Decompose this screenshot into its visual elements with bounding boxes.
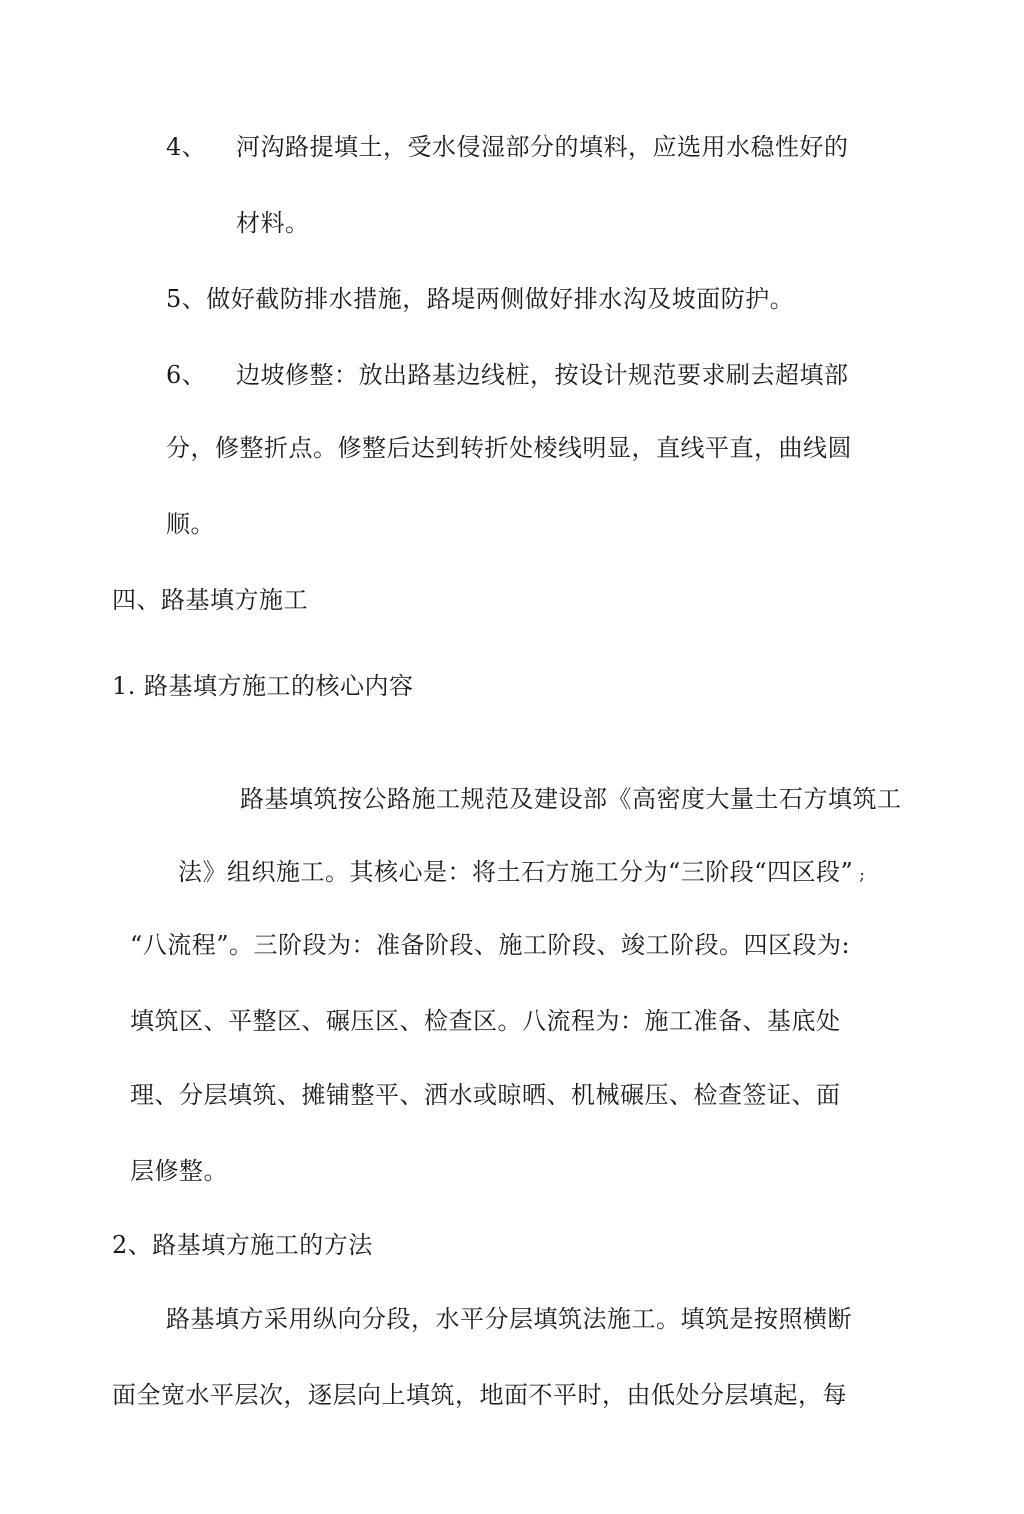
subsection-2-para-line-1: 路基填方采用纵向分段，水平分层填筑法施工。填筑是按照横断 <box>166 1305 852 1333</box>
item-4-line-1 <box>166 131 849 163</box>
subsection-1-para-line-2 <box>178 856 865 891</box>
subsection-1-para-line-6: 层修整。 <box>130 1157 228 1185</box>
subsection-1-para-line-4: 填筑区、平整区、碾压区、检查区。八流程为：施工准备、基底处 <box>130 1007 841 1035</box>
subsection-1-para-line-5: 理、分层填筑、摊铺整平、洒水或晾晒、机械碾压、检查签证、面 <box>130 1081 841 1109</box>
item-5-text: 5、做好截防排水措施，路堤两侧做好排水沟及坡面防护。 <box>166 285 795 313</box>
subsection-1-para-line-1: 路基填筑按公路施工规范及建设部《高密度大量土石方填筑工 <box>240 785 902 813</box>
subsection-1-para-line-2-text: 法》组织施工。其核心是：将土石方施工分为“三阶段“四区段” <box>178 858 854 886</box>
subsection-2-heading: 2、路基填方施工的方法 <box>112 1231 373 1259</box>
item-6-line-2: 分，修整折点。修整后达到转折处棱线明显，直线平直，曲线圆 <box>166 434 852 462</box>
item-6-line-3: 顺。 <box>166 510 215 538</box>
section-4-heading: 四、路基填方施工 <box>112 586 308 614</box>
item-4-text: 河沟路提填土，受水侵湿部分的填料，应选用水稳性好的 <box>236 133 849 161</box>
item-6-text: 边坡修整：放出路基边线桩，按设计规范要求刷去超填部 <box>236 361 849 389</box>
item-4-line-2: 材料。 <box>236 209 310 237</box>
item-4-number: 4、 <box>166 133 207 161</box>
item-6-line-1 <box>166 359 849 391</box>
item-6-number: 6、 <box>166 361 207 389</box>
subsection-1-heading: 1. 路基填方施工的核心内容 <box>112 672 414 700</box>
subsection-1-para-line-3: “八流程”。三阶段为：准备阶段、施工阶段、竣工阶段。四区段为: <box>130 931 851 959</box>
stray-semicolon-mark: ; <box>859 865 866 884</box>
subsection-2-para-line-2: 面全宽水平层次，逐层向上填筑，地面不平时，由低处分层填起，每 <box>112 1381 847 1409</box>
